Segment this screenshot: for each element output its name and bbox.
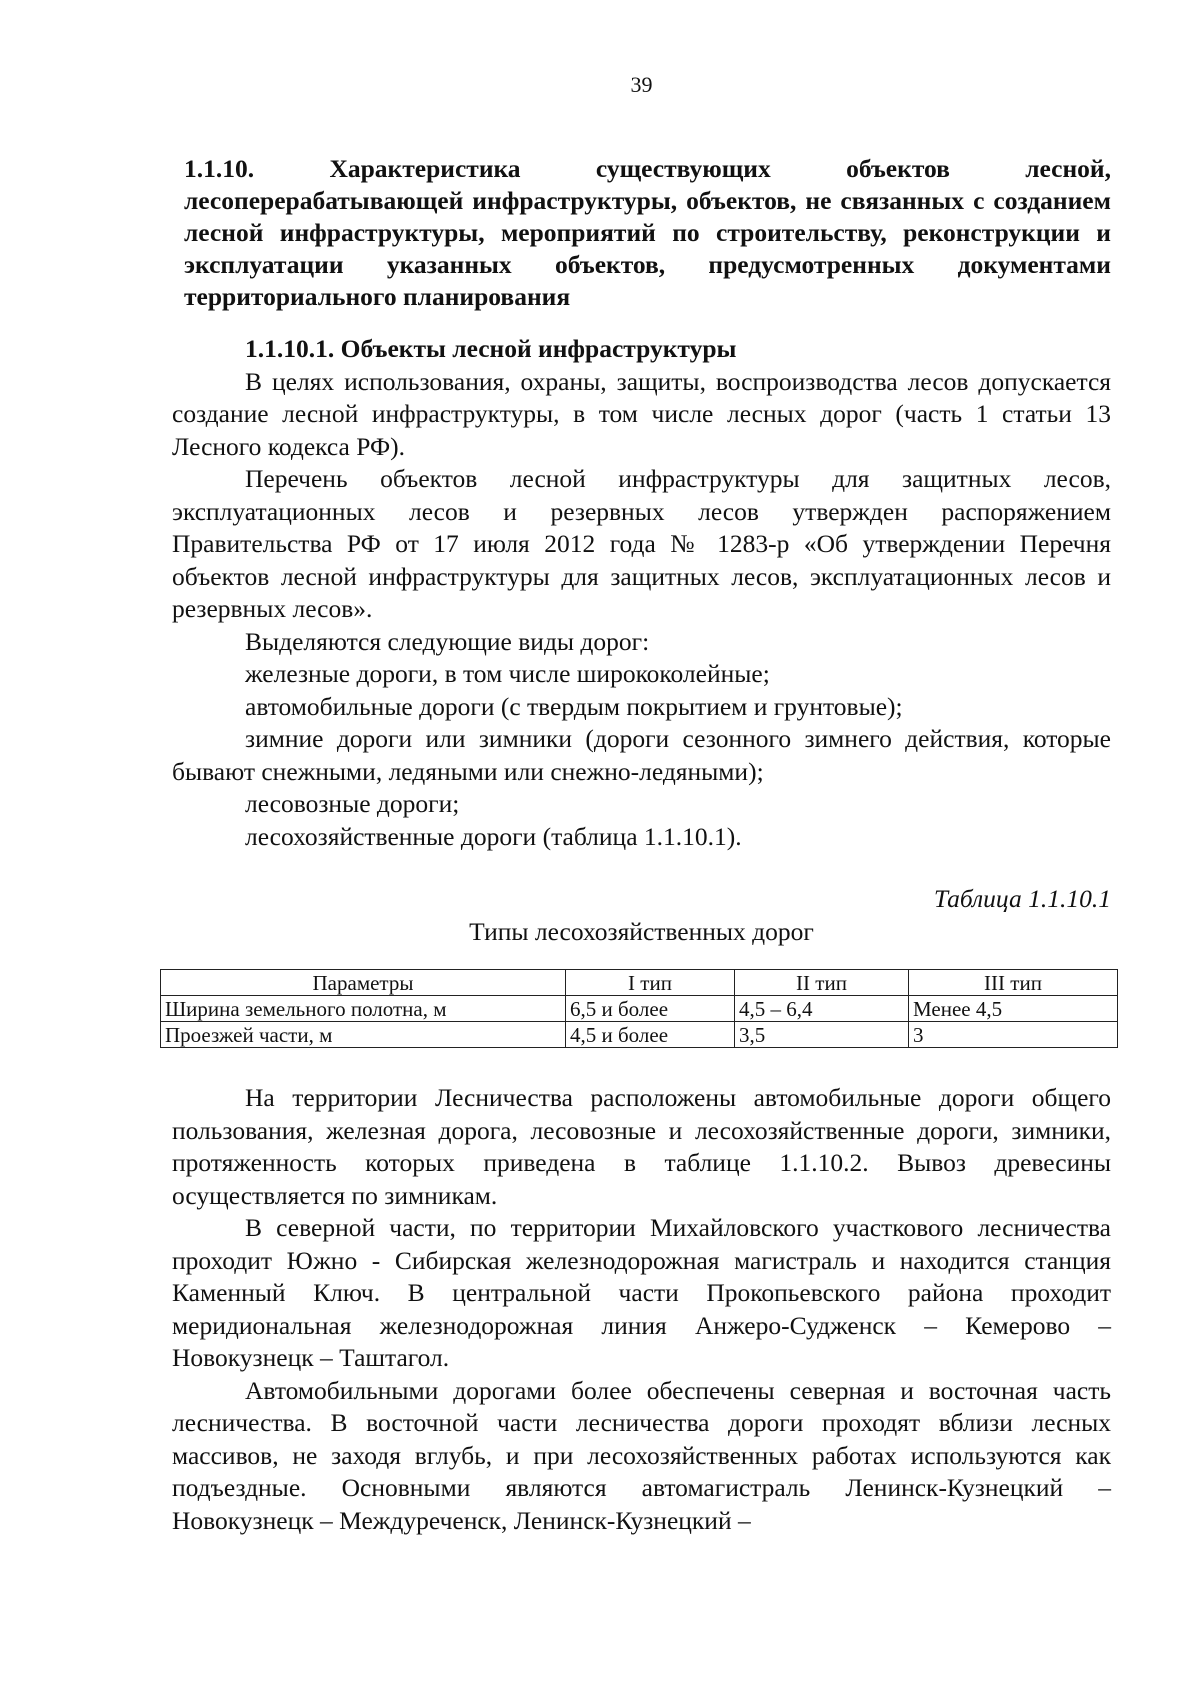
table-header-cell: I тип — [566, 970, 735, 996]
paragraph: Перечень объектов лесной инфраструктуры для защитных лесов, эксплуатационных лесов и резервных лесов утвержден распоряжением Правительства РФ от 17 июля 2012 года № 1283-р «Об утверждении Перечня объектов лесной инфраструктуры для защитных лесов, эксплуатационных лесов и резервных лесов». — [172, 464, 1111, 623]
page-number: 39 — [630, 72, 653, 97]
table-header-cell: Параметры — [161, 970, 566, 996]
paragraph: В северной части, по территории Михайловского участкового лесничества проходит Южно - Сибирская железнодорожная магистраль и находится станция Каменный Ключ. В центральной части Прокопьевского района проходит меридиональная железнодорожная линия Анжеро-Судженск – Кемерово – Новокузнецк – Таштагол. — [172, 1213, 1111, 1372]
table-row — [161, 996, 1118, 1022]
section-heading: 1.1.10. Характеристика существующих объектов лесной, лесоперерабатывающей инфраструктуры, объектов, не связанных с созданием лесной инфраструктуры, мероприятий по строительству, реконструкции и эксплуатации указанных объектов, предусмотренных документами территориального планирования — [184, 154, 1111, 311]
table-header-cell: II тип — [735, 970, 909, 996]
text-after-table — [172, 1082, 1111, 1537]
list-item: зимние дороги или зимники (дороги сезонного зимнего действия, которые бывают снежными, ледяными или снежно-ледяными); — [172, 724, 1111, 786]
table-header-cell: III тип — [909, 970, 1118, 996]
table-cell: Менее 4,5 — [909, 996, 1118, 1022]
subheading: 1.1.10.1. Объекты лесной инфраструктуры — [245, 334, 737, 363]
road-types-table — [160, 969, 1118, 1048]
paragraph: Выделяются следующие виды дорог: — [245, 626, 650, 656]
table-caption: Таблица 1.1.10.1 — [933, 884, 1111, 913]
list-item: лесохозяйственные дороги (таблица 1.1.10.1). — [245, 821, 742, 851]
table-cell: 6,5 и более — [566, 996, 735, 1022]
table-row — [161, 1022, 1118, 1048]
list-item: лесовозные дороги; — [245, 789, 460, 818]
table-cell: Проезжей части, м — [161, 1022, 566, 1048]
table-title: Типы лесохозяйственных дорог — [469, 916, 814, 946]
paragraph: На территории Лесничества расположены автомобильные дороги общего пользования, железная дорога, лесовозные и лесохозяйственные дороги, зимники, протяженность которых приведена в таблице 1.1.10.2. Вывоз древесины осуществляется по зимникам. — [172, 1083, 1111, 1210]
table-cell: 4,5 – 6,4 — [735, 996, 909, 1022]
paragraph: В целях использования, охраны, защиты, воспроизводства лесов допускается создание лесной инфраструктуры, в том числе лесных дорог (часть 1 статьи 13 Лесного кодекса РФ). — [172, 366, 1111, 461]
table-cell: Ширина земельного полотна, м — [161, 996, 566, 1022]
table-cell: 4,5 и более — [566, 1022, 735, 1048]
paragraph: Автомобильными дорогами более обеспечены северная и восточная часть лесничества. В восточной части лесничества дороги проходят вблизи лесных массивов, не заходя вглубь, и при лесохозяйственных работах используются как подъездные. Основными являются автомагистраль Ленинск-Кузнецкий – Новокузнецк – Междуреченск, Ленинск-Кузнецкий – — [172, 1375, 1111, 1535]
table-cell: 3,5 — [735, 1022, 909, 1048]
table-header-row — [161, 970, 1118, 996]
list-item: автомобильные дороги (с твердым покрытием и грунтовые); — [245, 691, 903, 721]
list-item: железные дороги, в том числе ширококолейные; — [245, 659, 770, 688]
table-cell: 3 — [909, 1022, 1118, 1048]
